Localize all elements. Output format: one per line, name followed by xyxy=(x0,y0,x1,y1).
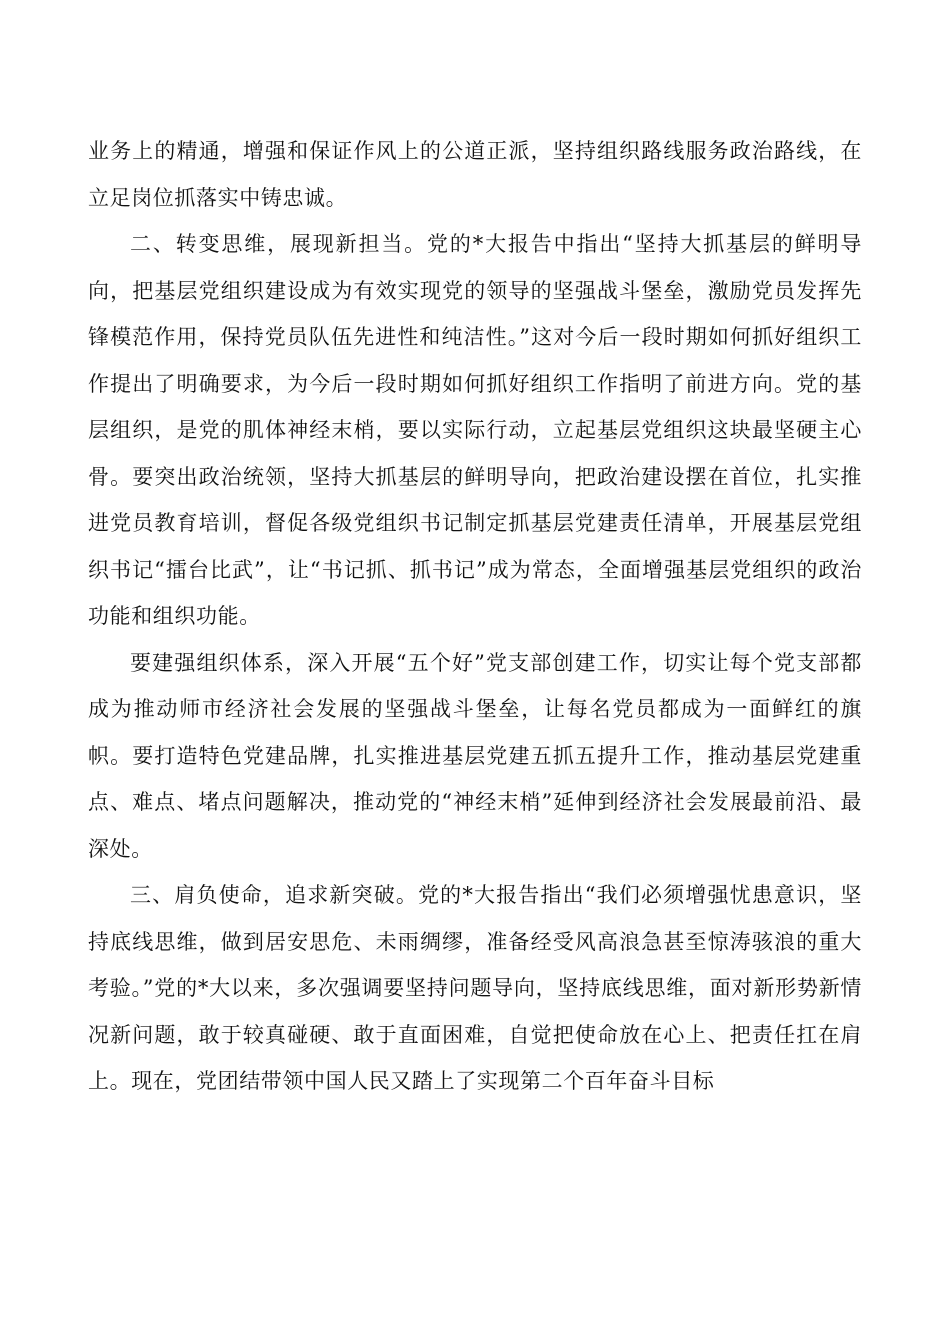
paragraph-section-two: 二、转变思维，展现新担当。党的*大报告中指出“坚持大抓基层的鲜明导向，把基层党组织建设成为有效实现党的领导的坚强战斗堡垒，激励党员发挥先锋模范作用，保持党员队伍先进性和纯洁性。”这对今后一段时期如何抓好组织工作提出了明确要求，为今后一段时期如何抓好组织工作指明了前进方向。党的基层组织，是党的肌体神经末梢，要以实际行动，立起基层党组织这块最坚硬主心骨。要突出政治统领，坚持大抓基层的鲜明导向，把政治建设摆在首位，扎实推进党员教育培训，督促各级党组织书记制定抓基层党建责任清单，开展基层党组织书记“擂台比武”，让“书记抓、抓书记”成为常态，全面增强基层党组织的政治功能和组织功能。 xyxy=(88,232,862,628)
paragraph-continuation: 业务上的精通，增强和保证作风上的公道正派，坚持组织路线服务政治路线，在立足岗位抓落实中铸忠诚。 xyxy=(88,139,862,210)
paragraph-organization-system: 要建强组织体系，深入开展“五个好”党支部创建工作，切实让每个党支部都成为推动师市经济社会发展的坚强战斗堡垒，让每名党员都成为一面鲜红的旗帜。要打造特色党建品牌，扎实推进基层党建五抓五提升工作，推动基层党建重点、难点、堵点问题解决，推动党的“神经末梢”延伸到经济社会发展最前沿、最深处。 xyxy=(88,650,862,861)
paragraph-section-three: 三、肩负使命，追求新突破。党的*大报告指出“我们必须增强忧患意识，坚持底线思维，做到居安思危、未雨绸缪，准备经受风高浪急甚至惊涛骇浪的重大考验。”党的*大以来，多次强调要坚持问题导向，坚持底线思维，面对新形势新情况新问题，敢于较真碰硬、敢于直面困难，自觉把使命放在心上、把责任扛在肩上。现在，党团结带领中国人民又踏上了实现第二个百年奋斗目标 xyxy=(88,883,862,1093)
document-page xyxy=(88,128,862,1105)
